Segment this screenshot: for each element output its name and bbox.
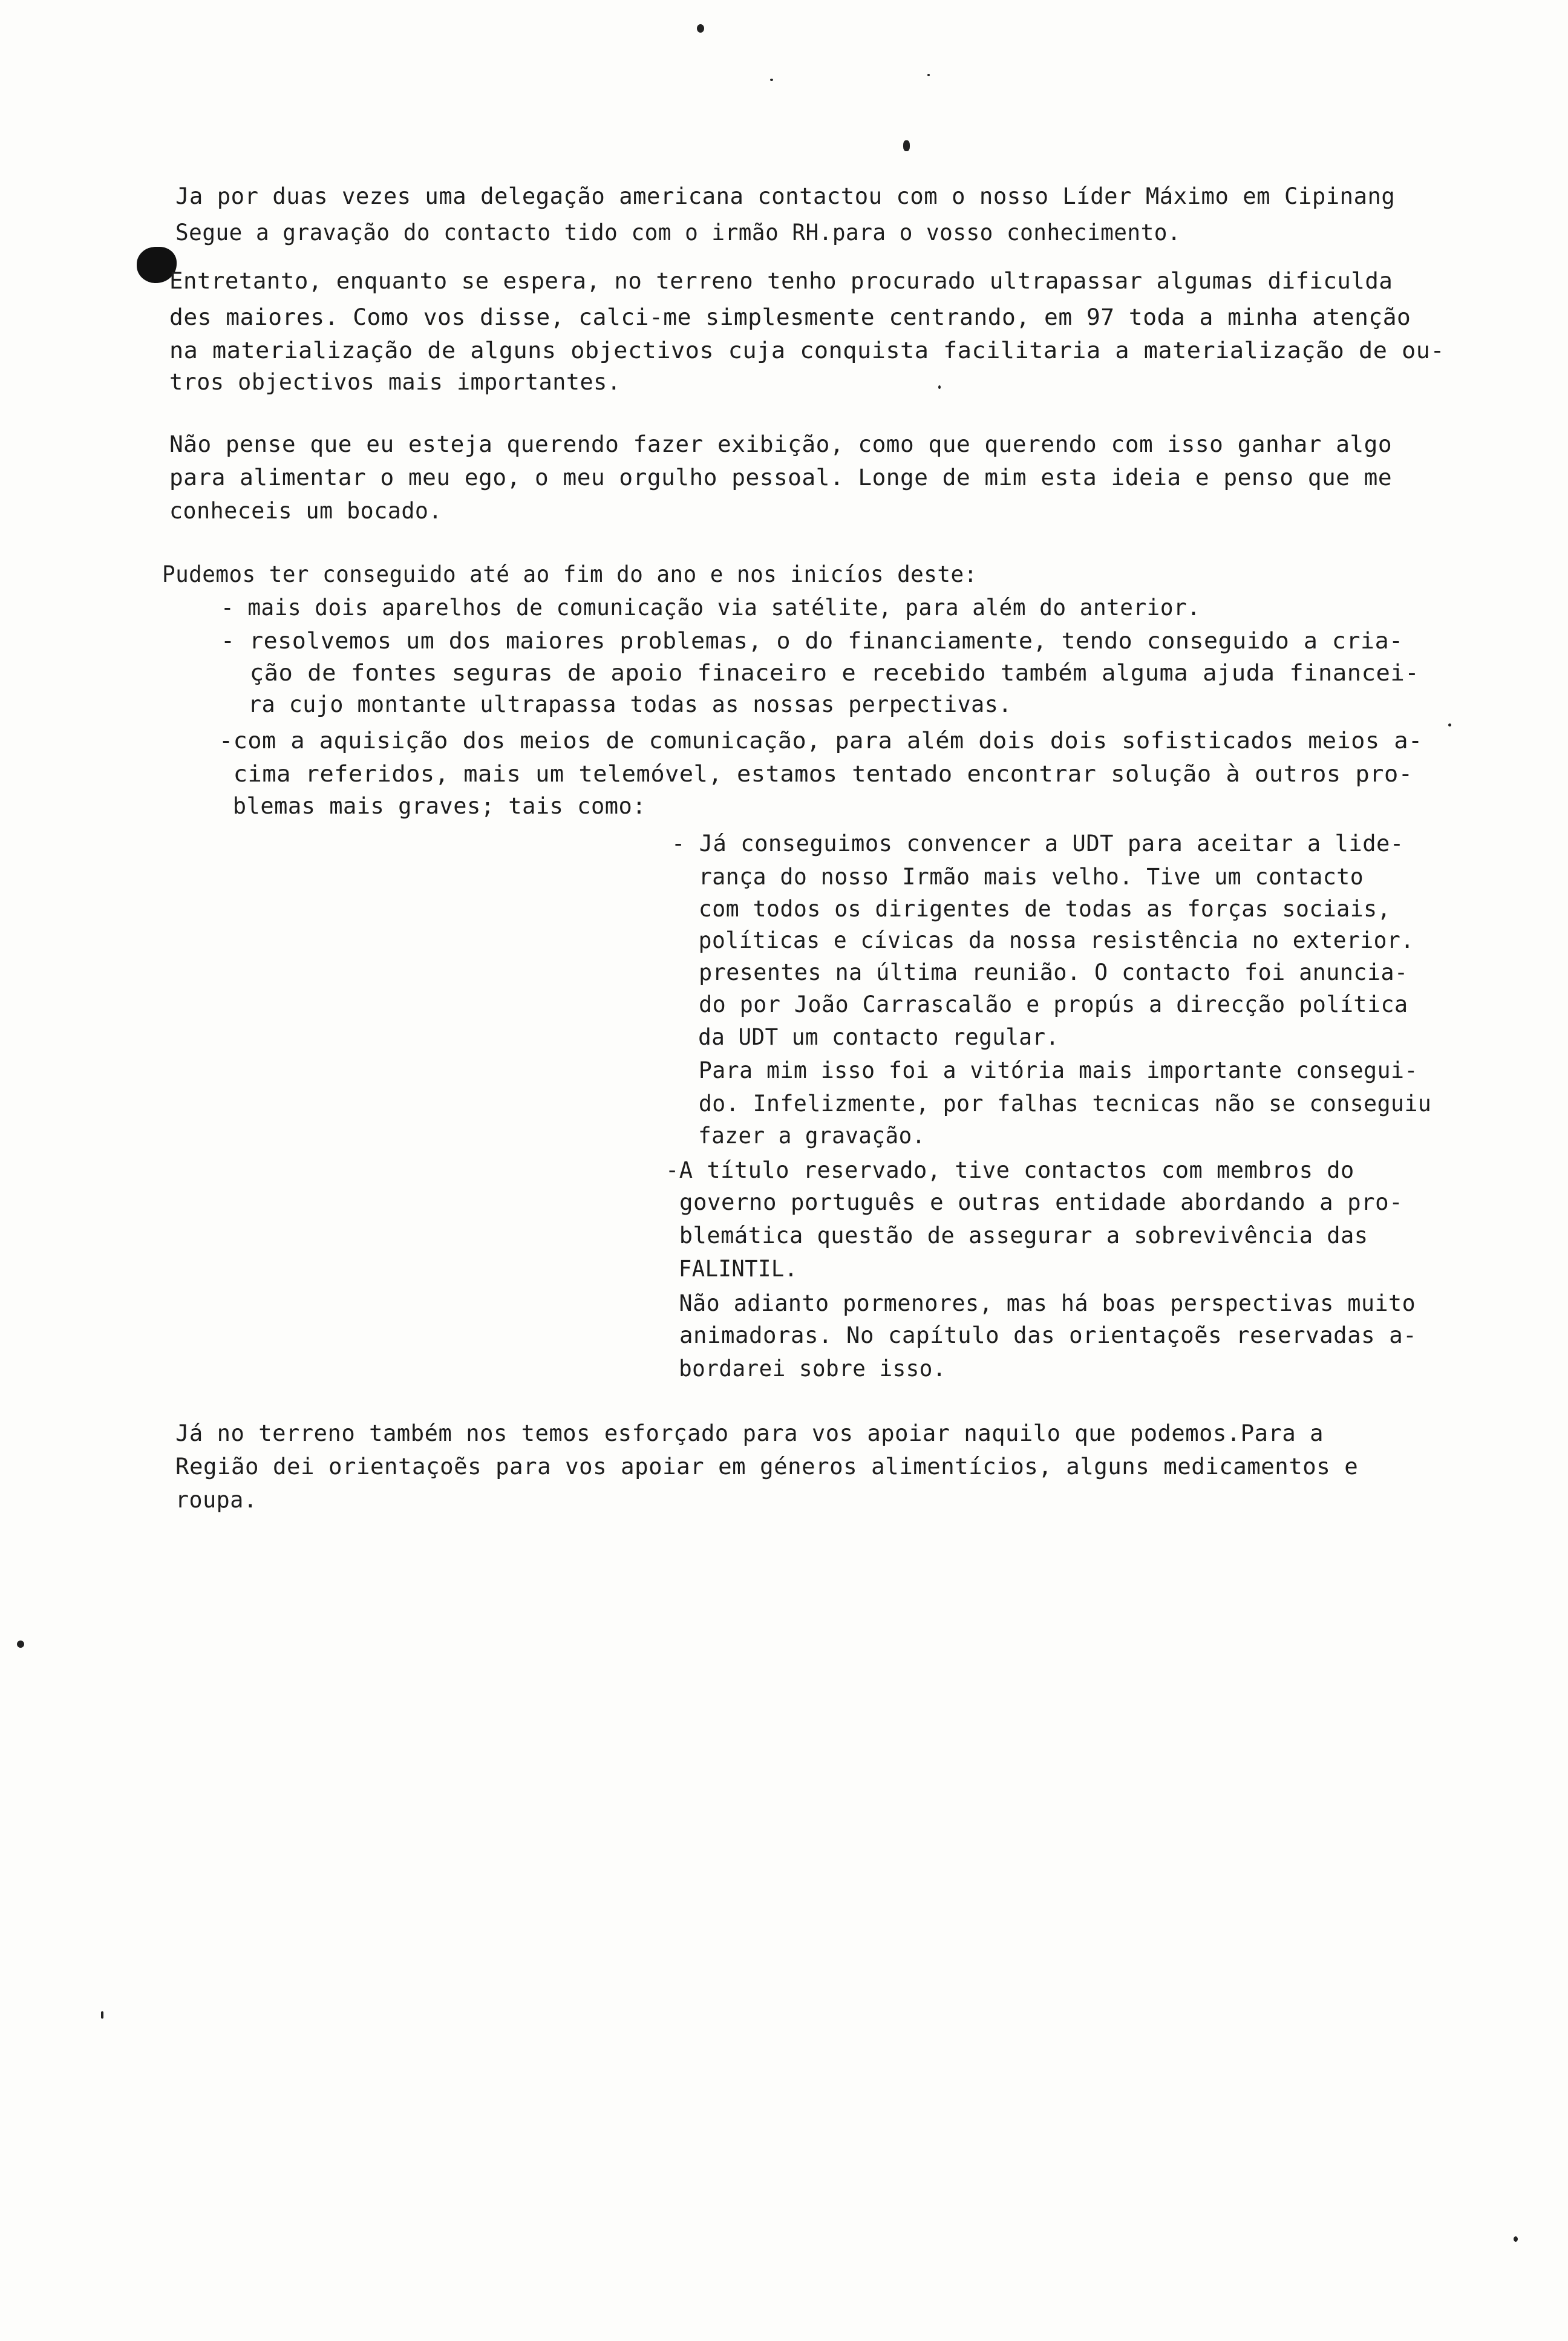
- list-item: ra cujo montante ultrapassa todas as nossas perpectivas.: [221, 691, 1012, 717]
- indented-line: blemática questão de assegurar a sobrevivência das: [665, 1223, 1368, 1249]
- text-line: Segue a gravação do contacto tido com o irmão RH.para o vosso conhecimento.: [175, 220, 1181, 246]
- text-line: conheceis um bocado.: [169, 498, 442, 524]
- scan-speck: [1448, 723, 1451, 726]
- indented-line: animadoras. No capítulo das orientaçoẽs reservadas a-: [665, 1322, 1417, 1348]
- indented-line: FALINTIL.: [665, 1256, 798, 1282]
- text-line: Pudemos ter conseguido até ao fim do ano e nos inicíos deste:: [162, 561, 978, 587]
- indented-line: políticas e cívicas da nossa resistência no exterior.: [671, 927, 1414, 953]
- scan-speck: [17, 1641, 24, 1648]
- text-line: Entretanto, enquanto se espera, no terreno tenho procurado ultrapassar algumas dificulda: [169, 268, 1393, 294]
- indented-line: governo português e outras entidade abordando a pro-: [665, 1189, 1403, 1215]
- scan-speck: [1514, 2236, 1518, 2242]
- indented-line: do. Infelizmente, por falhas tecnicas não se conseguiu: [671, 1091, 1432, 1117]
- indented-line: Não adianto pormenores, mas há boas perspectivas muito: [665, 1290, 1416, 1316]
- indented-line: da UDT um contacto regular.: [671, 1024, 1059, 1050]
- indented-line: rança do nosso Irmão mais velho. Tive um contacto: [671, 864, 1364, 890]
- indented-line: -A título reservado, tive contactos com membros do: [665, 1157, 1354, 1183]
- scan-speck: [697, 24, 704, 33]
- indented-line: bordarei sobre isso.: [665, 1356, 946, 1382]
- list-item: - resolvemos um dos maiores problemas, o do financiamente, tendo conseguido a cria-: [221, 628, 1403, 654]
- indented-line: Para mim isso foi a vitória mais importante consegui-: [671, 1057, 1418, 1083]
- scan-speck: [903, 140, 910, 151]
- text-line: tros objectivos mais importantes.: [169, 369, 621, 395]
- indented-line: presentes na última reunião. O contacto foi anuncia-: [671, 959, 1408, 985]
- list-item: blemas mais graves; tais como:: [219, 793, 647, 819]
- text-line: des maiores. Como vos disse, calci-me simplesmente centrando, em 97 toda a minha atenção: [169, 304, 1411, 330]
- list-item: -com a aquisição dos meios de comunicação, para além dois dois sofisticados meios a-: [219, 728, 1423, 754]
- text-line: roupa.: [175, 1487, 258, 1513]
- scan-speck: [938, 385, 941, 389]
- list-item: - mais dois aparelhos de comunicação via satélite, para além do anterior.: [221, 595, 1201, 621]
- indented-line: fazer a gravação.: [671, 1123, 926, 1149]
- indented-line: com todos os dirigentes de todas as forças sociais,: [671, 896, 1391, 922]
- scan-speck: [101, 2011, 103, 2019]
- text-line: Não pense que eu esteja querendo fazer exibição, como que querendo com isso ganhar algo: [169, 431, 1393, 457]
- list-item: ção de fontes seguras de apoio finaceiro e recebido também alguma ajuda financei-: [221, 660, 1420, 686]
- text-line: Ja por duas vezes uma delegação americana contactou com o nosso Líder Máximo em Cipinang: [175, 183, 1396, 209]
- text-line: Já no terreno também nos temos esforçado para vos apoiar naquilo que podemos.Para a: [175, 1420, 1324, 1446]
- text-line: na materialização de alguns objectivos cuja conquista facilitaria a materialização de ou-: [169, 338, 1445, 364]
- list-item: cima referidos, mais um telemóvel, estamos tentado encontrar solução à outros pro-: [219, 761, 1413, 787]
- indented-line: - Já conseguimos convencer a UDT para aceitar a lide-: [671, 831, 1404, 857]
- text-line: Região dei orientaçoẽs para vos apoiar em géneros alimentícios, alguns medicamentos e: [175, 1454, 1359, 1480]
- scan-speck: [927, 74, 930, 76]
- text-line: para alimentar o meu ego, o meu orgulho pessoal. Longe de mim esta ideia e penso que me: [169, 465, 1393, 491]
- indented-line: do por João Carrascalão e propús a direcção política: [671, 991, 1408, 1017]
- scan-speck: [770, 79, 773, 81]
